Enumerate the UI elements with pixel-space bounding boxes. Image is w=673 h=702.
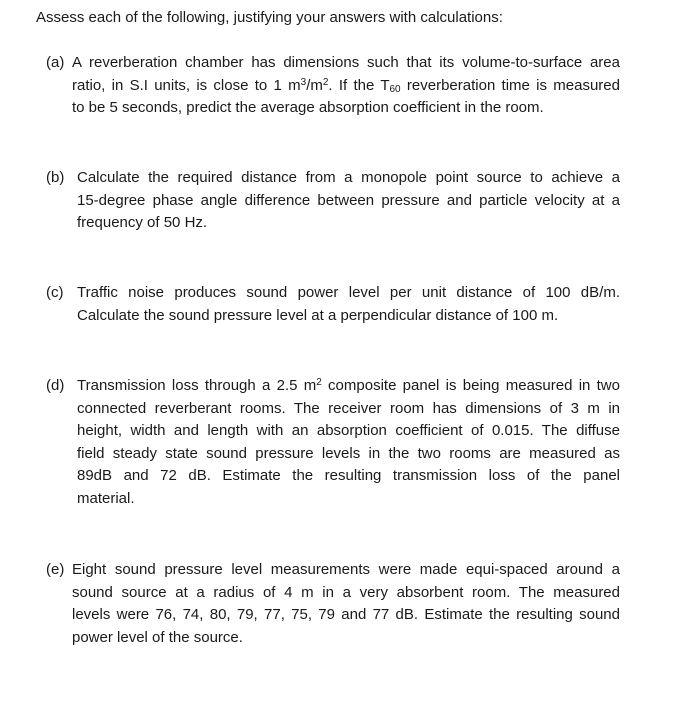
question-line: sound source at a radius of 4 m in a very absorbent room. The measured <box>72 583 620 601</box>
question-line: height, width and length with an absorption coefficient of 0.015. The diffuse <box>77 422 620 440</box>
question-label: (d) <box>46 377 65 394</box>
question-line: Transmission loss through a 2.5 $m^2$ composite panel is being measured in two <box>77 377 620 394</box>
question-line: power level of the source. <box>72 628 243 646</box>
superscript: 2 <box>316 377 322 388</box>
superscript: 3 <box>300 76 307 88</box>
question-line: to be 5 seconds, predict the average absorption coefficient in the room. <box>72 99 544 117</box>
question-label: (a) <box>46 54 65 71</box>
subscript: 60 <box>389 83 401 95</box>
superscript: 2 <box>322 76 329 88</box>
question-line: Eight sound pressure level measurements were made equi-spaced around a <box>72 561 620 578</box>
question-line: levels were 76, 74, 80, 79, 77, 75, 79 and 77 dB. Estimate the resulting sound <box>72 606 620 624</box>
question-text <box>77 282 620 327</box>
question-line: ratio, in S.I units, is close to 1 $m^3/m^2$. If the $T_{60}$ reverberation time is measured <box>72 76 620 95</box>
question-line: 15-degree phase angle difference between pressure and particle velocity at a <box>77 191 620 209</box>
instructions-text: Assess each of the following, justifying your answers with calculations: <box>36 9 503 26</box>
question-text <box>77 375 620 511</box>
question-label: (b) <box>46 169 65 186</box>
question-line: Calculate the required distance from a monopole point source to achieve a <box>77 169 620 186</box>
question-text <box>72 559 620 649</box>
question-line: Traffic noise produces sound power level per unit distance of 100 dB/m. <box>77 284 620 301</box>
question-label: (e) <box>46 561 65 578</box>
question-line: field steady state sound pressure levels in the two rooms are measured as <box>77 444 620 462</box>
question-line: Calculate the sound pressure level at a perpendicular distance of 100 m. <box>77 306 559 324</box>
question-line: material. <box>77 489 135 507</box>
question-line: 89dB and 72 dB. Estimate the resulting transmission loss of the panel <box>77 467 620 485</box>
question-line: connected reverberant rooms. The receiver room has dimensions of 3 m in <box>77 399 620 417</box>
question-line: A reverberation chamber has dimensions such that its volume-to-surface area <box>72 54 620 71</box>
question-text <box>77 167 620 235</box>
question-text <box>72 52 620 120</box>
question-line: frequency of 50 Hz. <box>77 214 208 232</box>
question-label: (c) <box>46 284 64 301</box>
